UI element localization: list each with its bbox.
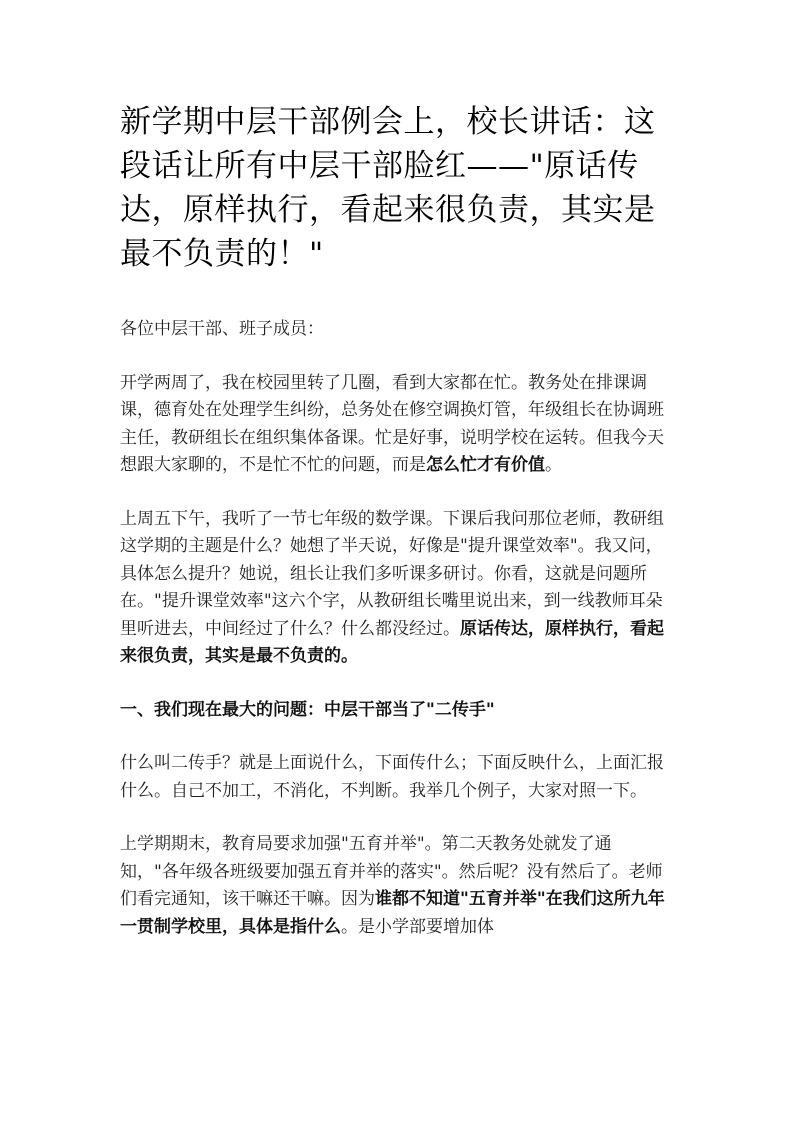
article-body	[120, 316, 668, 967]
paragraph-2-emphasis: 原话传达，原样执行，看起来很负责，其实是最不负责的。	[120, 618, 664, 666]
paragraph-1-emphasis: 怎么忙才有价值	[426, 455, 545, 475]
section-heading-1: 一、我们现在最大的问题：中层干部当了"二传手"	[120, 699, 495, 720]
paragraph-4-end: 。是小学部要增加体	[341, 916, 494, 937]
paragraph-4	[120, 831, 668, 941]
paragraph-1	[120, 370, 668, 480]
paragraph-2	[120, 506, 668, 671]
paragraph-1-text: 开学两周了，我在校园里转了几圈，看到大家都在忙。教务处在排课调课，德育处在处理学生纠纷，总务处在修空调换灯管，年级组长在协调班主任，教研组长在组织集体备课。忙是好事，说明学校在运转。但我今天想跟大家聊的，不是忙不忙的问题，而是	[120, 372, 664, 475]
paragraph-2-text: 上周五下午，我听了一节七年级的数学课。下课后我问那位老师，教研组这学期的主题是什么？她想了半天说，好像是"提升课堂效率"。我又问，具体怎么提升？她说，组长让我们多听课多研讨。你看，这就是问题所在。"提升课堂效率"这六个字，从教研组长嘴里说出来，到一线教师耳朵里听进去，中间经过了什么？什么都没经过。	[120, 508, 664, 639]
paragraph-3: 什么叫二传手？就是上面说什么，下面传什么；下面反映什么，上面汇报什么。自己不加工，不消化，不判断。我举几个例子，大家对照一下。	[120, 753, 664, 801]
salutation: 各位中层干部、班子成员：	[120, 319, 324, 339]
article-title: 新学期中层干部例会上，校长讲话：这段话让所有中层干部脸红——"原话传达，原样执行，看起来很负责，其实是最不负责的！"	[120, 104, 656, 272]
paragraph-4-emphasis: 谁都不知道"五育并举"在我们这所九年一贯制学校里，具体是指什么	[120, 889, 665, 937]
paragraph-4-text: 上学期期末，教育局要求加强"五育并举"。第二天教务处就发了通知，"各年级各班级要加强五育并举的落实"。然后呢？没有然后了。老师们看完通知，该干嘛还干嘛。因为	[120, 834, 663, 909]
paragraph-1-end: 。	[545, 455, 562, 475]
